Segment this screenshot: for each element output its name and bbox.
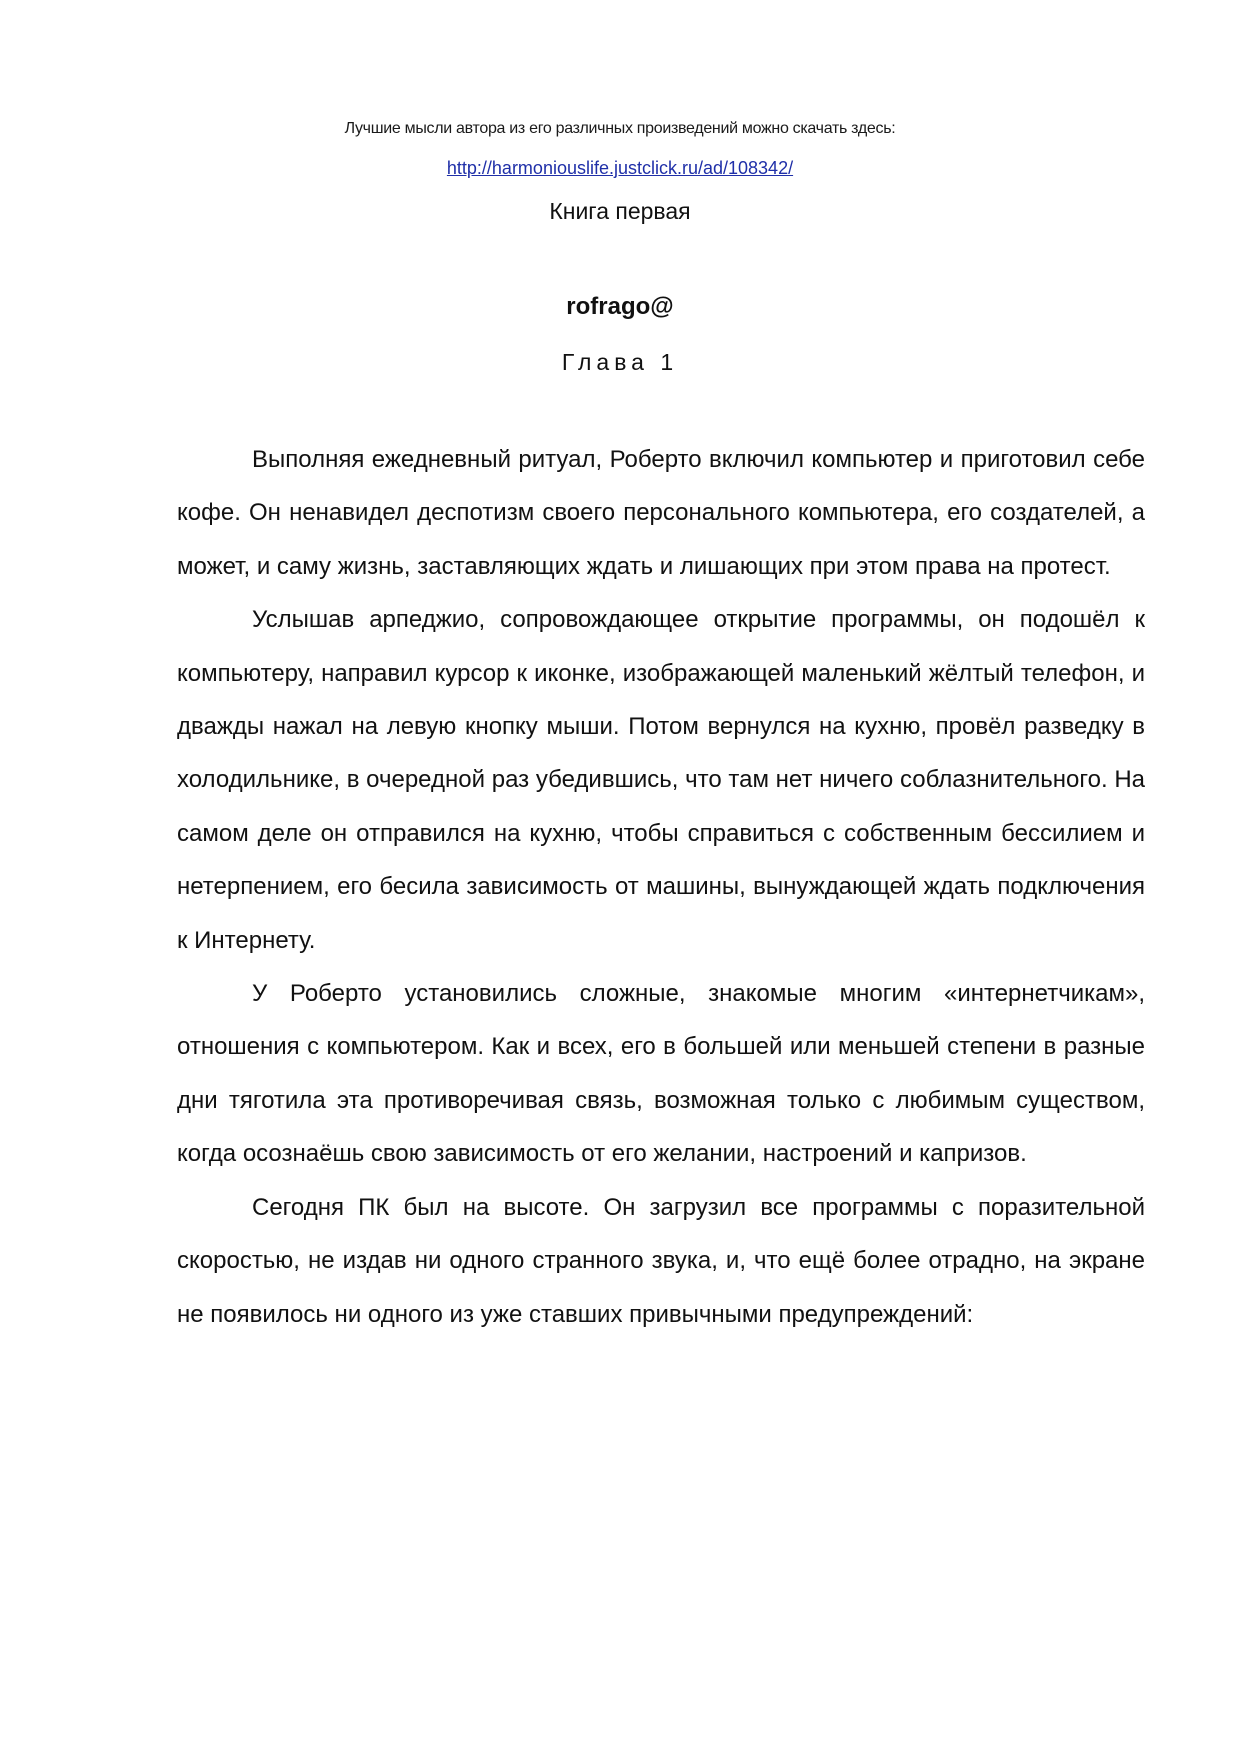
paragraph-3: У Роберто установились сложные, знакомые многим «интернетчикам», отношения с компьютером. Как и всех, его в большей или меньшей степени в разные дни тяготила эта противоречивая связь, возможная только с любимым существом, когда осознаёшь свою зависимость от его желании, настроений и капризов.: [177, 980, 1145, 1168]
paragraph-1: Выполняя ежедневный ритуал, Роберто включил компьютер и приготовил себе кофе. Он ненавидел деспотизм своего персонального компьютера, его создателей, а может, и саму жизнь, заставляющих ждать и лишающих при этом права на протест.: [177, 446, 1145, 580]
download-link[interactable]: http://harmoniouslife.justclick.ru/ad/108342/: [446, 158, 794, 178]
paragraph-2: Услышав арпеджио, сопровождающее открытие программы, он подошёл к компьютеру, направил курсор к иконке, изображающей маленький жёлтый телефон, и дважды нажал на левую кнопку мыши. Потом вернулся на кухню, провёл разведку в холодильнике, в очередной раз убедившись, что там нет ничего соблазнительного. На самом деле он отправился на кухню, чтобы справиться с собственным бессилием и нетерпением, его бесила зависимость от машины, вынуждающей ждать подключения к Интернету.: [177, 606, 1145, 954]
chapter-title: Глава 1: [561, 349, 679, 375]
work-title: rofrago@: [566, 293, 674, 320]
chapter-body: [177, 433, 1145, 1341]
download-note: Лучшие мысли автора из его различных произведений можно скачать здесь:: [344, 120, 896, 137]
paragraph-4: Сегодня ПК был на высоте. Он загрузил все программы с поразительной скоростью, не издав ни одного странного звука, и, что ещё более отрадно, на экране не появилось ни одного из уже ставших привычными предупреждений:: [177, 1193, 1145, 1328]
book-title: Книга первая: [549, 198, 691, 224]
